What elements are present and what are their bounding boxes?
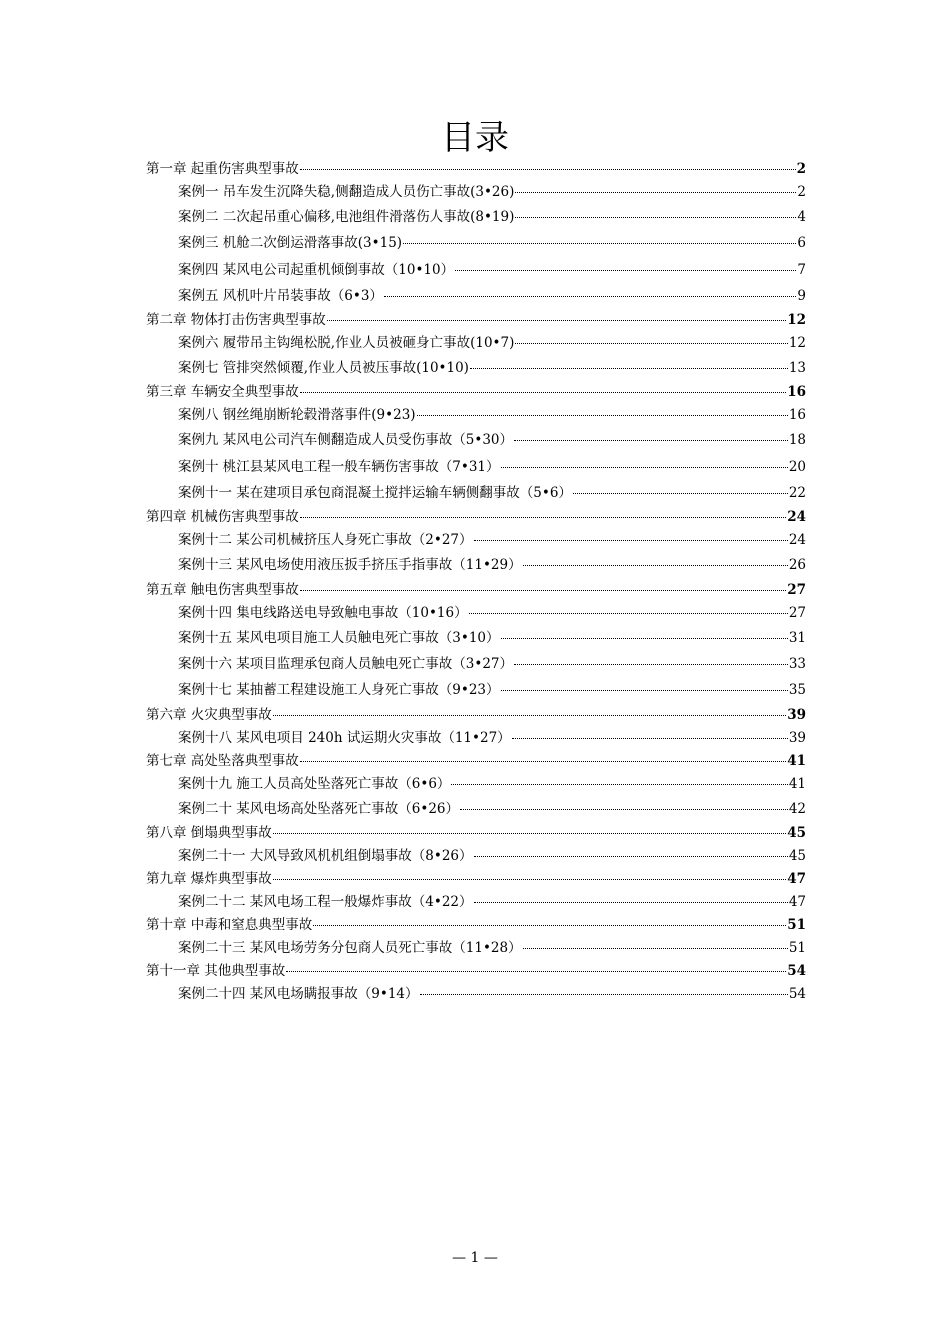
- toc-entry-page-number: 45: [787, 824, 806, 841]
- toc-entry-text: 第六章 火灾典型事故: [146, 706, 272, 723]
- toc-entry-page-number: 2: [797, 184, 806, 200]
- toc-entry-text: 第十一章 其他典型事故: [146, 962, 286, 979]
- toc-entry-text: 案例二十一 大风导致风机机组倒塌事故（8•26）: [178, 847, 473, 864]
- toc-entry-text: 案例六 履带吊主钩绳松脱,作业人员被砸身亡事故(10•7): [178, 335, 515, 352]
- dot-leader: [300, 391, 786, 393]
- dot-leader: [514, 439, 788, 441]
- toc-case-entry[interactable]: [146, 528, 806, 552]
- toc-entry-text: 案例八 钢丝绳崩断轮毂滑落事件(9•23): [178, 407, 416, 424]
- dot-leader: [273, 714, 786, 716]
- toc-entry-text: 案例七 管排突然倾覆,作业人员被压事故(10•10): [178, 360, 469, 377]
- toc-chapter-entry[interactable]: [146, 960, 806, 982]
- toc-entry-page-number: 24: [787, 509, 806, 526]
- toc-entry-page-number: 13: [788, 360, 806, 377]
- dot-leader: [273, 832, 786, 834]
- dot-leader: [300, 760, 786, 762]
- toc-entry-page-number: 51: [788, 939, 806, 956]
- toc-case-entry[interactable]: [146, 331, 806, 355]
- dot-leader: [286, 970, 786, 972]
- toc-entry-page-number: 7: [797, 261, 806, 278]
- toc-entry-page-number: 51: [787, 916, 806, 933]
- toc-entry-text: 案例十七 某抽蓄工程建设施工人身死亡事故（9•23）: [178, 682, 500, 699]
- toc-entry-page-number: 6: [797, 235, 806, 252]
- toc-case-entry[interactable]: [146, 982, 806, 1006]
- toc-entry-text: 案例二十二 某风电场工程一般爆炸事故（4•22）: [178, 893, 473, 910]
- toc-entry-page-number: 54: [788, 985, 806, 1002]
- toc-entry-text: 案例二十四 某风电场瞒报事故（9•14）: [178, 985, 419, 1002]
- toc-entry-page-number: 27: [788, 604, 806, 621]
- dot-leader: [417, 414, 788, 416]
- toc-entry-text: 案例十九 施工人员高处坠落死亡事故（6•6）: [178, 775, 451, 792]
- toc-entry-page-number: 42: [788, 800, 806, 817]
- toc-chapter-entry[interactable]: [146, 704, 806, 726]
- toc-entry-page-number: 27: [787, 581, 806, 598]
- toc-case-entry[interactable]: [146, 355, 806, 381]
- dot-leader: [474, 901, 788, 903]
- dot-leader: [403, 242, 796, 244]
- toc-entry-text: 案例十 桃江县某风电工程一般车辆伤害事故（7•31）: [178, 458, 500, 475]
- toc-entry-page-number: 4: [797, 209, 806, 225]
- toc-case-entry[interactable]: [146, 726, 806, 750]
- toc-entry-page-number: 41: [787, 752, 806, 769]
- dot-leader: [273, 878, 786, 880]
- toc-case-entry[interactable]: [146, 427, 806, 453]
- toc-entry-page-number: 47: [787, 870, 806, 887]
- dot-leader: [515, 191, 796, 193]
- toc-entry-page-number: 31: [788, 629, 806, 646]
- dot-leader: [470, 367, 788, 369]
- toc-case-entry[interactable]: [146, 796, 806, 822]
- toc-entry-text: 案例一 吊车发生沉降失稳,侧翻造成人员伤亡事故(3•26): [178, 184, 515, 200]
- toc-case-entry[interactable]: [146, 601, 806, 625]
- toc-entry-page-number: 24: [788, 532, 806, 549]
- dot-leader: [501, 637, 788, 639]
- toc-entry-page-number: 39: [788, 729, 806, 746]
- toc-case-entry[interactable]: [146, 677, 806, 703]
- toc-entry-text: 第十章 中毒和窒息典型事故: [146, 916, 313, 933]
- toc-entry-text: 案例五 风机叶片吊装事故（6•3）: [178, 287, 383, 304]
- toc-entry-text: 案例十八 某风电项目 240h 试运期火灾事故（11•27）: [178, 729, 511, 746]
- toc-chapter-entry[interactable]: [146, 506, 806, 528]
- toc-chapter-entry[interactable]: [146, 822, 806, 844]
- toc-chapter-entry[interactable]: [146, 158, 806, 180]
- toc-entry-text: 案例二十 某风电场高处坠落死亡事故（6•26）: [178, 800, 460, 817]
- page-number: — 1 —: [452, 1250, 498, 1266]
- toc-entry-page-number: 22: [788, 485, 806, 502]
- dot-leader: [573, 492, 788, 494]
- toc-entry-text: 第七章 高处坠落典型事故: [146, 752, 299, 769]
- dot-leader: [514, 663, 788, 665]
- dot-leader: [474, 539, 788, 541]
- toc-entry-page-number: 9: [797, 287, 806, 304]
- toc-entry-text: 案例二 二次起吊重心偏移,电池组件滑落伤人事故(8•19): [178, 209, 515, 225]
- toc-case-entry[interactable]: [146, 180, 806, 204]
- toc-entry-page-number: 16: [788, 407, 806, 424]
- dot-leader: [313, 924, 786, 926]
- toc-case-entry[interactable]: [146, 552, 806, 578]
- dot-leader: [512, 737, 788, 739]
- toc-title: 目录: [441, 118, 509, 158]
- toc-entry-text: 案例十四 集电线路送电导致触电事故（10•16）: [178, 604, 468, 621]
- toc-entry-page-number: 12: [787, 312, 806, 329]
- toc-entry-page-number: 33: [788, 655, 806, 672]
- toc-chapter-entry[interactable]: [146, 914, 806, 936]
- toc-entry-text: 案例十一 某在建项目承包商混凝土搅拌运输车辆侧翻事故（5•6）: [178, 485, 572, 502]
- toc-entry-page-number: 41: [788, 775, 806, 792]
- toc-entry-text: 第二章 物体打击伤害典型事故: [146, 312, 326, 329]
- toc-case-entry[interactable]: [146, 204, 806, 230]
- toc-entry-page-number: 20: [788, 458, 806, 475]
- toc-entry-page-number: 35: [788, 682, 806, 699]
- toc-entry-page-number: 45: [788, 847, 806, 864]
- dot-leader: [327, 319, 786, 321]
- toc-case-entry[interactable]: [146, 651, 806, 677]
- toc-entry-page-number: 47: [788, 893, 806, 910]
- table-of-contents: [146, 158, 806, 1006]
- toc-case-entry[interactable]: [146, 230, 806, 256]
- dot-leader: [300, 589, 786, 591]
- dot-leader: [455, 269, 796, 271]
- dot-leader: [523, 947, 788, 949]
- toc-entry-text: 第九章 爆炸典型事故: [146, 870, 272, 887]
- dot-leader: [515, 216, 796, 218]
- toc-entry-text: 案例三 机舱二次倒运滑落事故(3•15): [178, 235, 403, 252]
- toc-chapter-entry[interactable]: [146, 309, 806, 331]
- dot-leader: [300, 168, 796, 170]
- toc-entry-text: 案例十二 某公司机械挤压人身死亡事故（2•27）: [178, 532, 473, 549]
- dot-leader: [469, 612, 788, 614]
- toc-entry-text: 案例十六 某项目监理承包商人员触电死亡事故（3•27）: [178, 655, 514, 672]
- toc-entry-page-number: 26: [788, 557, 806, 574]
- toc-entry-text: 案例九 某风电公司汽车侧翻造成人员受伤事故（5•30）: [178, 432, 514, 449]
- dot-leader: [384, 295, 796, 297]
- toc-entry-page-number: 39: [787, 706, 806, 723]
- toc-chapter-entry[interactable]: [146, 868, 806, 890]
- toc-case-entry[interactable]: [146, 257, 806, 283]
- dot-leader: [515, 342, 787, 344]
- toc-case-entry[interactable]: [146, 283, 806, 309]
- toc-entry-text: 案例十五 某风电项目施工人员触电死亡事故（3•10）: [178, 629, 500, 646]
- dot-leader: [300, 516, 786, 518]
- toc-case-entry[interactable]: [146, 844, 806, 868]
- toc-chapter-entry[interactable]: [146, 750, 806, 772]
- toc-entry-text: 案例十三 某风电场使用液压扳手挤压手指事故（11•29）: [178, 557, 522, 574]
- toc-case-entry[interactable]: [146, 625, 806, 651]
- toc-entry-text: 第五章 触电伤害典型事故: [146, 581, 299, 598]
- toc-entry-page-number: 2: [796, 161, 806, 177]
- dot-leader: [420, 993, 788, 995]
- dot-leader: [501, 689, 788, 691]
- toc-entry-text: 第四章 机械伤害典型事故: [146, 509, 299, 526]
- toc-case-entry[interactable]: [146, 480, 806, 506]
- toc-entry-text: 案例二十三 某风电场劳务分包商人员死亡事故（11•28）: [178, 939, 522, 956]
- toc-entry-page-number: 16: [787, 384, 806, 401]
- toc-entry-text: 第一章 起重伤害典型事故: [146, 161, 299, 177]
- toc-entry-text: 案例四 某风电公司起重机倾倒事故（10•10）: [178, 261, 455, 278]
- toc-chapter-entry[interactable]: [146, 381, 806, 403]
- toc-entry-page-number: 18: [788, 432, 806, 449]
- toc-case-entry[interactable]: [146, 772, 806, 796]
- toc-case-entry[interactable]: [146, 403, 806, 427]
- toc-entry-text: 第八章 倒塌典型事故: [146, 824, 272, 841]
- toc-chapter-entry[interactable]: [146, 579, 806, 601]
- dot-leader: [501, 466, 788, 468]
- toc-entry-page-number: 54: [787, 962, 806, 979]
- dot-leader: [474, 855, 788, 857]
- toc-entry-page-number: 12: [788, 335, 806, 352]
- toc-entry-text: 第三章 车辆安全典型事故: [146, 384, 299, 401]
- dot-leader: [523, 564, 788, 566]
- toc-case-entry[interactable]: [146, 890, 806, 914]
- toc-case-entry[interactable]: [146, 936, 806, 960]
- dot-leader: [451, 783, 787, 785]
- toc-case-entry[interactable]: [146, 454, 806, 480]
- dot-leader: [460, 808, 788, 810]
